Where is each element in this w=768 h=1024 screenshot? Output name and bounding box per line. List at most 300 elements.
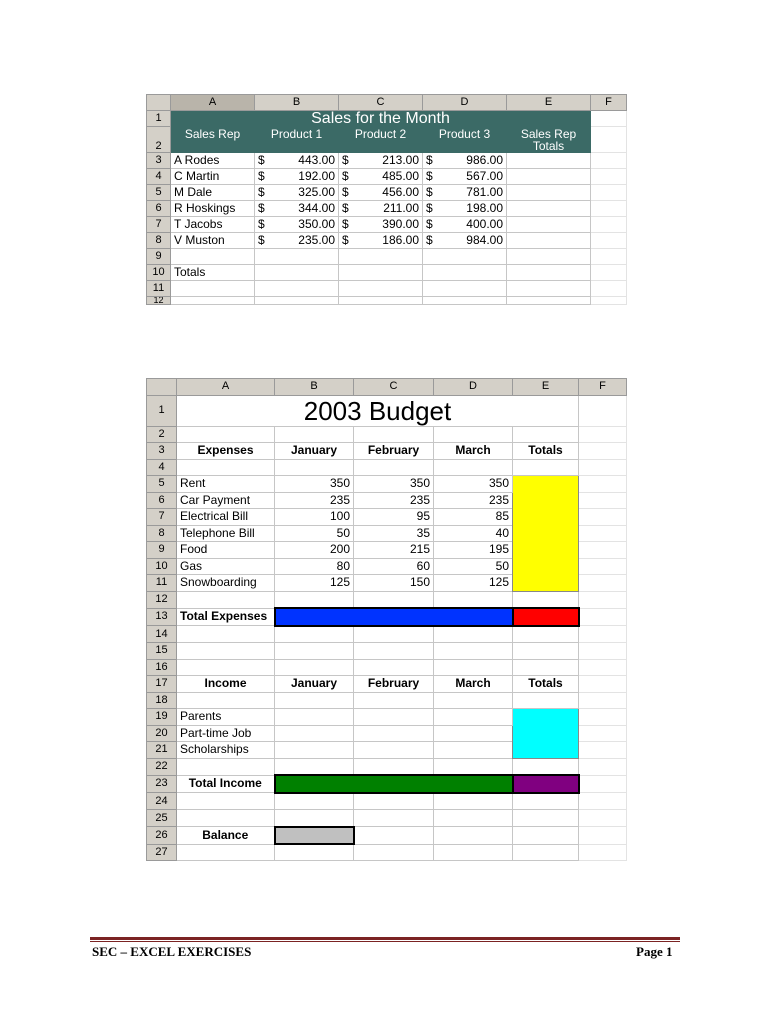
cell[interactable] <box>171 249 255 265</box>
footer-divider-thin <box>90 941 680 942</box>
cell-total-product-2[interactable] <box>339 265 423 281</box>
cell-value: 198.00 <box>466 201 503 215</box>
cell[interactable] <box>423 281 507 297</box>
cell[interactable] <box>354 643 434 660</box>
cell-march[interactable] <box>434 742 513 759</box>
cell-february[interactable]: 60 <box>354 558 434 575</box>
sheet-title[interactable]: 2003 Budget <box>177 395 579 426</box>
total-expenses-total-cell[interactable] <box>513 608 579 626</box>
row-number[interactable]: 23 <box>147 775 177 793</box>
column-header-e[interactable]: E <box>507 95 591 111</box>
total-income-monthly-block[interactable] <box>275 775 513 793</box>
cell[interactable] <box>434 626 513 643</box>
header-product-1[interactable]: Product 1 <box>255 127 339 153</box>
cell-value: 400.00 <box>466 217 503 231</box>
cell[interactable] <box>591 201 627 217</box>
cell-value: 986.00 <box>466 153 503 167</box>
row-number[interactable]: 11 <box>147 575 177 592</box>
row-number[interactable]: 2 <box>147 426 177 443</box>
cell-value: 211.00 <box>383 201 419 215</box>
cell[interactable] <box>579 591 627 608</box>
cell[interactable] <box>354 793 434 810</box>
expense-totals-block[interactable] <box>513 476 579 592</box>
cell[interactable] <box>275 692 354 709</box>
cell-february[interactable]: 35 <box>354 525 434 542</box>
cell-sales-rep[interactable]: M Dale <box>171 185 255 201</box>
cell-january[interactable] <box>275 709 354 726</box>
cell[interactable] <box>579 676 627 693</box>
cell[interactable] <box>434 659 513 676</box>
cell[interactable] <box>513 810 579 827</box>
cell-march[interactable]: 125 <box>434 575 513 592</box>
cell-january[interactable]: 50 <box>275 525 354 542</box>
cell[interactable] <box>579 492 627 509</box>
cell-expense-label[interactable]: Telephone Bill <box>177 525 275 542</box>
currency-symbol: $ <box>258 217 265 231</box>
cell[interactable] <box>354 591 434 608</box>
column-header-a[interactable]: A <box>177 379 275 396</box>
cell[interactable] <box>177 793 275 810</box>
cell-january[interactable]: 125 <box>275 575 354 592</box>
row-number[interactable]: 7 <box>147 509 177 526</box>
cell[interactable] <box>579 692 627 709</box>
cell-value: 781.00 <box>466 185 503 199</box>
column-header-d[interactable]: D <box>434 379 513 396</box>
cell-march[interactable]: 235 <box>434 492 513 509</box>
total-income-total-cell[interactable] <box>513 775 579 793</box>
cell-sales-rep[interactable]: V Muston <box>171 233 255 249</box>
cell[interactable] <box>275 459 354 476</box>
cell[interactable] <box>354 659 434 676</box>
cell[interactable] <box>434 692 513 709</box>
cell-february[interactable]: 350 <box>354 476 434 493</box>
cell[interactable] <box>507 297 591 305</box>
cell-expense-label[interactable]: Rent <box>177 476 275 493</box>
cell-product-3[interactable] <box>423 201 507 217</box>
column-header-b[interactable]: B <box>255 95 339 111</box>
header-february[interactable]: February <box>354 443 434 460</box>
header-totals[interactable]: Totals <box>513 676 579 693</box>
cell-value: 344.00 <box>298 201 335 215</box>
cell[interactable] <box>591 127 627 153</box>
cell-value: 350.00 <box>298 217 335 231</box>
row-number[interactable]: 10 <box>147 265 171 281</box>
row-number[interactable]: 3 <box>147 443 177 460</box>
cell[interactable] <box>579 775 627 793</box>
cell[interactable] <box>171 281 255 297</box>
cell[interactable] <box>177 659 275 676</box>
cell[interactable] <box>354 626 434 643</box>
currency-symbol: $ <box>342 185 349 199</box>
cell-rep-total[interactable] <box>507 185 591 201</box>
cell-rep-total[interactable] <box>507 153 591 169</box>
cell[interactable] <box>579 608 627 626</box>
cell-product-1[interactable] <box>255 169 339 185</box>
select-all-corner[interactable] <box>147 379 177 396</box>
cell-rep-total[interactable] <box>507 217 591 233</box>
cell[interactable] <box>513 659 579 676</box>
cell-expense-label[interactable]: Snowboarding <box>177 575 275 592</box>
cell-march[interactable] <box>434 709 513 726</box>
cell[interactable] <box>434 459 513 476</box>
cell-february[interactable] <box>354 725 434 742</box>
cell[interactable] <box>434 810 513 827</box>
cell[interactable] <box>275 810 354 827</box>
cell[interactable] <box>423 297 507 305</box>
cell[interactable] <box>354 426 434 443</box>
cell-grand-total[interactable] <box>507 265 591 281</box>
footer-document-title: SEC – EXCEL EXERCISES <box>92 944 252 959</box>
row-number[interactable]: 27 <box>147 844 177 860</box>
header-line-2: Totals <box>532 139 565 153</box>
cell[interactable] <box>513 626 579 643</box>
footer-page-number: Page 1 <box>636 944 673 959</box>
cell-value: 567.00 <box>466 169 503 183</box>
cell-march[interactable]: 85 <box>434 509 513 526</box>
cell[interactable] <box>579 742 627 759</box>
cell-value: 390.00 <box>382 217 419 231</box>
row-number[interactable]: 16 <box>147 659 177 676</box>
cell[interactable] <box>579 459 627 476</box>
cell-value: 186.00 <box>382 233 419 247</box>
row-number[interactable]: 22 <box>147 758 177 775</box>
column-header-a[interactable]: A <box>171 95 255 111</box>
cell[interactable] <box>177 844 275 860</box>
column-header-f[interactable]: F <box>591 95 627 111</box>
cell-product-1[interactable] <box>255 153 339 169</box>
cell-expense-label[interactable]: Food <box>177 542 275 559</box>
cell-march[interactable] <box>434 725 513 742</box>
cell[interactable] <box>275 626 354 643</box>
cell[interactable] <box>513 844 579 860</box>
currency-symbol: $ <box>342 201 349 215</box>
cell-product-2[interactable] <box>339 201 423 217</box>
currency-symbol: $ <box>258 201 265 215</box>
row-number[interactable]: 15 <box>147 643 177 660</box>
cell-march[interactable]: 195 <box>434 542 513 559</box>
cell[interactable] <box>434 591 513 608</box>
row-number[interactable]: 4 <box>147 169 171 185</box>
cell-product-2[interactable] <box>339 169 423 185</box>
cell-product-2[interactable] <box>339 217 423 233</box>
cell[interactable] <box>579 659 627 676</box>
cell[interactable] <box>579 395 627 426</box>
cell-february[interactable] <box>354 709 434 726</box>
cell[interactable] <box>171 297 255 305</box>
cell[interactable] <box>434 827 513 845</box>
income-totals-block[interactable] <box>513 709 579 759</box>
cell[interactable] <box>579 709 627 726</box>
column-header-c[interactable]: C <box>354 379 434 396</box>
row-number[interactable]: 24 <box>147 793 177 810</box>
balance-cell[interactable] <box>275 827 354 845</box>
cell-march[interactable]: 50 <box>434 558 513 575</box>
cell-product-2[interactable] <box>339 185 423 201</box>
cell-total-product-3[interactable] <box>423 265 507 281</box>
header-sales-rep-totals[interactable] <box>507 127 591 153</box>
cell[interactable] <box>591 249 627 265</box>
cell[interactable] <box>177 591 275 608</box>
cell-product-3[interactable] <box>423 153 507 169</box>
cell[interactable] <box>513 692 579 709</box>
cell[interactable] <box>513 793 579 810</box>
row-number[interactable]: 6 <box>147 492 177 509</box>
cell-january[interactable]: 100 <box>275 509 354 526</box>
cell-product-1[interactable] <box>255 201 339 217</box>
cell[interactable] <box>591 185 627 201</box>
header-product-3[interactable]: Product 3 <box>423 127 507 153</box>
column-header-d[interactable]: D <box>423 95 507 111</box>
cell[interactable] <box>339 249 423 265</box>
row-number[interactable]: 14 <box>147 626 177 643</box>
cell[interactable] <box>579 725 627 742</box>
row-number[interactable]: 17 <box>147 676 177 693</box>
cell[interactable] <box>579 827 627 845</box>
cell-february[interactable]: 95 <box>354 509 434 526</box>
header-expenses[interactable]: Expenses <box>177 443 275 460</box>
cell[interactable] <box>275 426 354 443</box>
cell-product-3[interactable] <box>423 217 507 233</box>
cell[interactable] <box>579 626 627 643</box>
row-number[interactable]: 7 <box>147 217 171 233</box>
cell-product-2[interactable] <box>339 153 423 169</box>
cell[interactable] <box>434 844 513 860</box>
cell[interactable] <box>513 643 579 660</box>
cell[interactable] <box>591 153 627 169</box>
cell[interactable] <box>434 643 513 660</box>
cell-value: 213.00 <box>382 153 419 167</box>
cell-february[interactable]: 235 <box>354 492 434 509</box>
cell[interactable] <box>255 249 339 265</box>
cell[interactable] <box>579 575 627 592</box>
header-january[interactable]: January <box>275 676 354 693</box>
cell-value: 192.00 <box>298 169 335 183</box>
cell-value: 984.00 <box>466 233 503 247</box>
currency-symbol: $ <box>342 169 349 183</box>
row-number[interactable]: 20 <box>147 725 177 742</box>
cell-march[interactable]: 40 <box>434 525 513 542</box>
cell[interactable] <box>275 758 354 775</box>
cell-march[interactable]: 350 <box>434 476 513 493</box>
select-all-corner[interactable] <box>147 95 171 111</box>
row-number[interactable]: 4 <box>147 459 177 476</box>
header-product-2[interactable]: Product 2 <box>339 127 423 153</box>
cell-product-3[interactable] <box>423 185 507 201</box>
cell[interactable] <box>354 844 434 860</box>
cell[interactable] <box>177 426 275 443</box>
cell-value: 456.00 <box>382 185 419 199</box>
cell[interactable] <box>579 810 627 827</box>
cell[interactable] <box>579 844 627 860</box>
cell[interactable] <box>354 827 434 845</box>
cell-january[interactable]: 200 <box>275 542 354 559</box>
cell-february[interactable]: 215 <box>354 542 434 559</box>
cell[interactable] <box>579 542 627 559</box>
cell-totals-label[interactable]: Totals <box>171 265 255 281</box>
row-number[interactable]: 11 <box>147 281 171 297</box>
header-january[interactable]: January <box>275 443 354 460</box>
cell-sales-rep[interactable]: A Rodes <box>171 153 255 169</box>
row-number[interactable]: 3 <box>147 153 171 169</box>
cell[interactable] <box>275 659 354 676</box>
cell[interactable] <box>513 591 579 608</box>
total-expenses-monthly-block[interactable] <box>275 608 513 626</box>
header-march[interactable]: March <box>434 676 513 693</box>
cell[interactable] <box>591 169 627 185</box>
cell-income-label[interactable]: Part-time Job <box>177 725 275 742</box>
cell-total-product-1[interactable] <box>255 265 339 281</box>
cell[interactable] <box>434 793 513 810</box>
row-number[interactable]: 10 <box>147 558 177 575</box>
balance-label[interactable]: Balance <box>177 827 275 845</box>
cell[interactable] <box>591 217 627 233</box>
cell-rep-total[interactable] <box>507 233 591 249</box>
cell[interactable] <box>255 297 339 305</box>
header-line-1: Sales Rep <box>520 127 577 141</box>
header-february[interactable]: February <box>354 676 434 693</box>
row-number[interactable]: 12 <box>147 591 177 608</box>
column-header-b[interactable]: B <box>275 379 354 396</box>
row-number[interactable]: 9 <box>147 542 177 559</box>
column-header-e[interactable]: E <box>513 379 579 396</box>
row-number[interactable]: 1 <box>147 111 171 127</box>
cell[interactable] <box>339 281 423 297</box>
cell-february[interactable] <box>354 742 434 759</box>
cell-sales-rep[interactable]: R Hoskings <box>171 201 255 217</box>
row-number[interactable]: 19 <box>147 709 177 726</box>
cell[interactable] <box>177 643 275 660</box>
cell[interactable] <box>255 281 339 297</box>
footer-divider <box>90 937 680 940</box>
currency-symbol: $ <box>426 153 433 167</box>
cell[interactable] <box>579 509 627 526</box>
total-income-label[interactable]: Total Income <box>177 775 275 793</box>
row-number[interactable]: 13 <box>147 608 177 626</box>
cell[interactable] <box>579 426 627 443</box>
cell[interactable] <box>275 793 354 810</box>
cell-product-3[interactable] <box>423 169 507 185</box>
cell[interactable] <box>423 249 507 265</box>
row-number[interactable]: 2 <box>147 127 171 153</box>
cell[interactable] <box>591 297 627 305</box>
sheet-title[interactable]: Sales for the Month <box>171 111 591 127</box>
cell-january[interactable]: 235 <box>275 492 354 509</box>
row-number[interactable]: 8 <box>147 233 171 249</box>
header-march[interactable]: March <box>434 443 513 460</box>
cell[interactable] <box>579 476 627 493</box>
cell[interactable] <box>579 793 627 810</box>
cell-expense-label[interactable]: Electrical Bill <box>177 509 275 526</box>
cell-income-label[interactable]: Scholarships <box>177 742 275 759</box>
cell-january[interactable] <box>275 725 354 742</box>
cell[interactable] <box>507 249 591 265</box>
cell[interactable] <box>275 591 354 608</box>
header-totals[interactable]: Totals <box>513 443 579 460</box>
cell[interactable] <box>354 692 434 709</box>
cell-product-3[interactable] <box>423 233 507 249</box>
currency-symbol: $ <box>258 153 265 167</box>
total-expenses-label[interactable]: Total Expenses <box>177 608 275 626</box>
cell[interactable] <box>339 297 423 305</box>
cell-rep-total[interactable] <box>507 169 591 185</box>
currency-symbol: $ <box>342 153 349 167</box>
cell[interactable] <box>579 443 627 460</box>
cell-value: 485.00 <box>382 169 419 183</box>
cell[interactable] <box>434 758 513 775</box>
cell[interactable] <box>177 459 275 476</box>
cell-rep-total[interactable] <box>507 201 591 217</box>
cell-sales-rep[interactable]: C Martin <box>171 169 255 185</box>
cell[interactable] <box>591 233 627 249</box>
cell[interactable] <box>434 426 513 443</box>
cell[interactable] <box>579 558 627 575</box>
cell-sales-rep[interactable]: T Jacobs <box>171 217 255 233</box>
cell[interactable] <box>579 525 627 542</box>
cell[interactable] <box>579 643 627 660</box>
column-header-c[interactable]: C <box>339 95 423 111</box>
row-number[interactable]: 1 <box>147 395 177 426</box>
cell-product-2[interactable] <box>339 233 423 249</box>
cell[interactable] <box>513 426 579 443</box>
cell[interactable] <box>177 626 275 643</box>
cell-income-label[interactable]: Parents <box>177 709 275 726</box>
cell[interactable] <box>354 758 434 775</box>
cell[interactable] <box>354 810 434 827</box>
cell-value: 235.00 <box>298 233 335 247</box>
cell[interactable] <box>177 810 275 827</box>
cell[interactable] <box>591 281 627 297</box>
row-number[interactable]: 25 <box>147 810 177 827</box>
currency-symbol: $ <box>258 185 265 199</box>
header-sales-rep[interactable]: Sales Rep <box>171 127 255 153</box>
row-number[interactable]: 8 <box>147 525 177 542</box>
cell[interactable] <box>591 265 627 281</box>
row-number[interactable]: 18 <box>147 692 177 709</box>
cell[interactable] <box>275 844 354 860</box>
row-number[interactable]: 21 <box>147 742 177 759</box>
cell[interactable] <box>513 459 579 476</box>
row-number[interactable]: 5 <box>147 185 171 201</box>
cell-expense-label[interactable]: Car Payment <box>177 492 275 509</box>
cell-product-1[interactable] <box>255 233 339 249</box>
cell-product-1[interactable] <box>255 217 339 233</box>
header-income[interactable]: Income <box>177 676 275 693</box>
cell[interactable] <box>177 692 275 709</box>
row-number[interactable]: 6 <box>147 201 171 217</box>
cell-january[interactable]: 350 <box>275 476 354 493</box>
cell-january[interactable]: 80 <box>275 558 354 575</box>
cell-february[interactable]: 150 <box>354 575 434 592</box>
row-number[interactable]: 12 <box>147 297 171 305</box>
sales-spreadsheet <box>146 94 627 305</box>
cell[interactable] <box>513 827 579 845</box>
row-number[interactable]: 9 <box>147 249 171 265</box>
cell[interactable] <box>354 459 434 476</box>
cell-january[interactable] <box>275 742 354 759</box>
row-number[interactable]: 26 <box>147 827 177 845</box>
cell-product-1[interactable] <box>255 185 339 201</box>
row-number[interactable]: 5 <box>147 476 177 493</box>
cell[interactable] <box>579 758 627 775</box>
cell[interactable] <box>507 281 591 297</box>
cell[interactable] <box>177 758 275 775</box>
cell-expense-label[interactable]: Gas <box>177 558 275 575</box>
cell[interactable] <box>513 758 579 775</box>
cell[interactable] <box>275 643 354 660</box>
cell[interactable] <box>591 111 627 127</box>
cell-value: 325.00 <box>298 185 335 199</box>
column-header-f[interactable]: F <box>579 379 627 396</box>
